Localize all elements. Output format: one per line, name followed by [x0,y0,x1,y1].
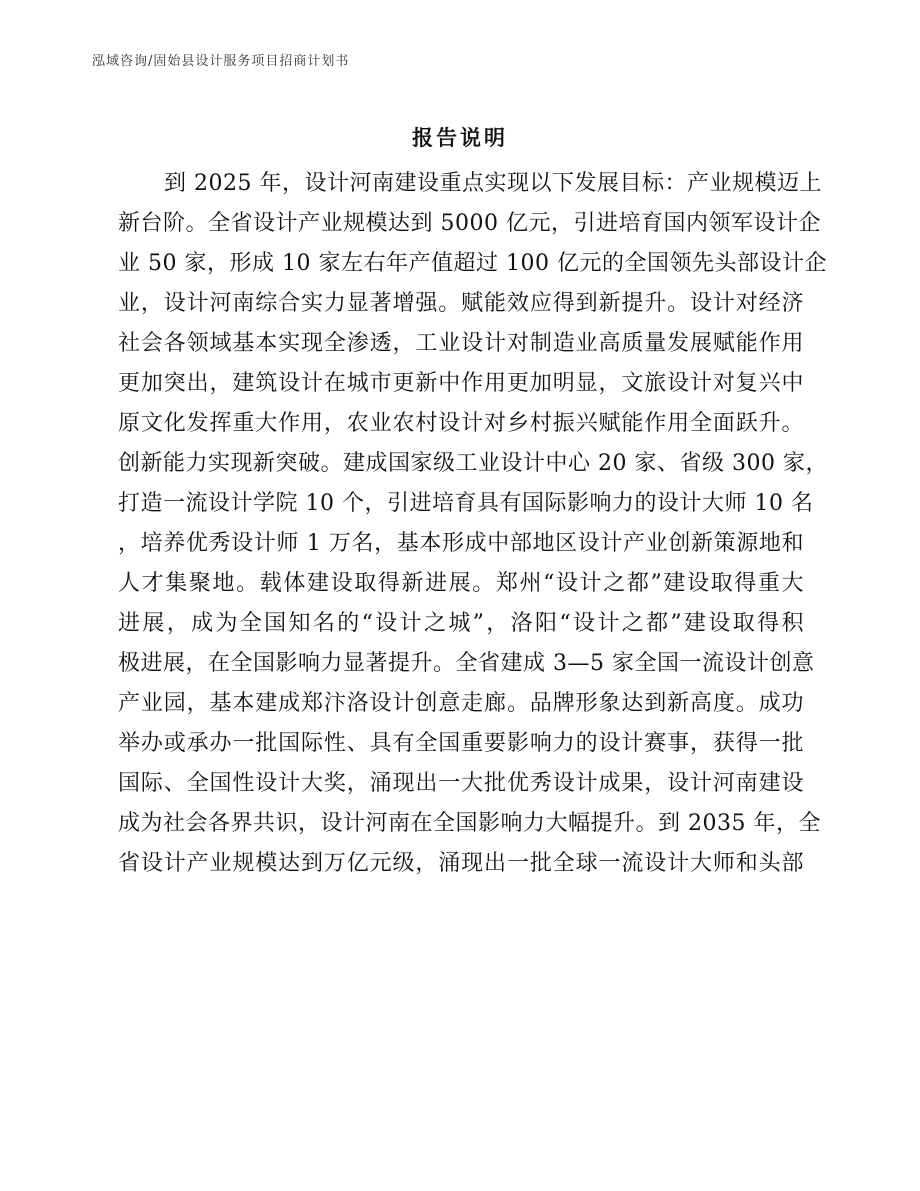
paragraph-line: 国际、全国性设计大奖，涌现出一大批优秀设计成果，设计河南建设 [118,771,804,796]
body-paragraph [118,164,828,884]
document-title: 报告说明 [412,126,508,150]
paragraph-line: 创新能力实现新突破。建成国家级工业设计中心 20 家、省级 300 家， [118,451,828,476]
paragraph-line: 到 2025 年，设计河南建设重点实现以下发展目标：产业规模迈上 [164,171,822,196]
paragraph-line: 业 50 家，形成 10 家左右年产值超过 100 亿元的全国领先头部设计企 [118,251,827,276]
running-header: 泓域咨询/固始县设计服务项目招商计划书 [92,54,350,69]
paragraph-line: 原文化发挥重大作用，农业农村设计对乡村振兴赋能作用全面跃升。 [118,411,804,436]
paragraph-line: 业，设计河南综合实力显著增强。赋能效应得到新提升。设计对经济 [118,291,804,316]
paragraph-line: 新台阶。全省设计产业规模达到 5000 亿元，引进培育国内领军设计企 [118,211,821,236]
paragraph-line: 产业园，基本建成郑汴洛设计创意走廊。品牌形象达到新高度。成功 [118,691,804,716]
paragraph-line: 打造一流设计学院 10 个，引进培育具有国际影响力的设计大师 10 名 [118,491,814,516]
paragraph-line: 举办或承办一批国际性、具有全国重要影响力的设计赛事，获得一批 [118,731,804,756]
paragraph-line: 极进展，在全国影响力显著提升。全省建成 3—5 家全国一流设计创意 [118,651,815,676]
paragraph-line: 进展，成为全国知名的“设计之城”，洛阳“设计之都”建设取得积 [118,611,804,636]
paragraph-line: ，培养优秀设计师 1 万名，基本形成中部地区设计产业创新策源地和 [118,531,804,556]
paragraph-line: 成为社会各界共识，设计河南在全国影响力大幅提升。到 2035 年，全 [118,811,821,836]
paragraph-line: 省设计产业规模达到万亿元级，涌现出一批全球一流设计大师和头部 [118,851,804,876]
paragraph-line: 更加突出，建筑设计在城市更新中作用更加明显，文旅设计对复兴中 [118,371,804,396]
paragraph-line: 人才集聚地。载体建设取得新进展。郑州“设计之都”建设取得重大 [118,571,804,596]
paragraph-line: 社会各领域基本实现全渗透，工业设计对制造业高质量发展赋能作用 [118,331,804,356]
